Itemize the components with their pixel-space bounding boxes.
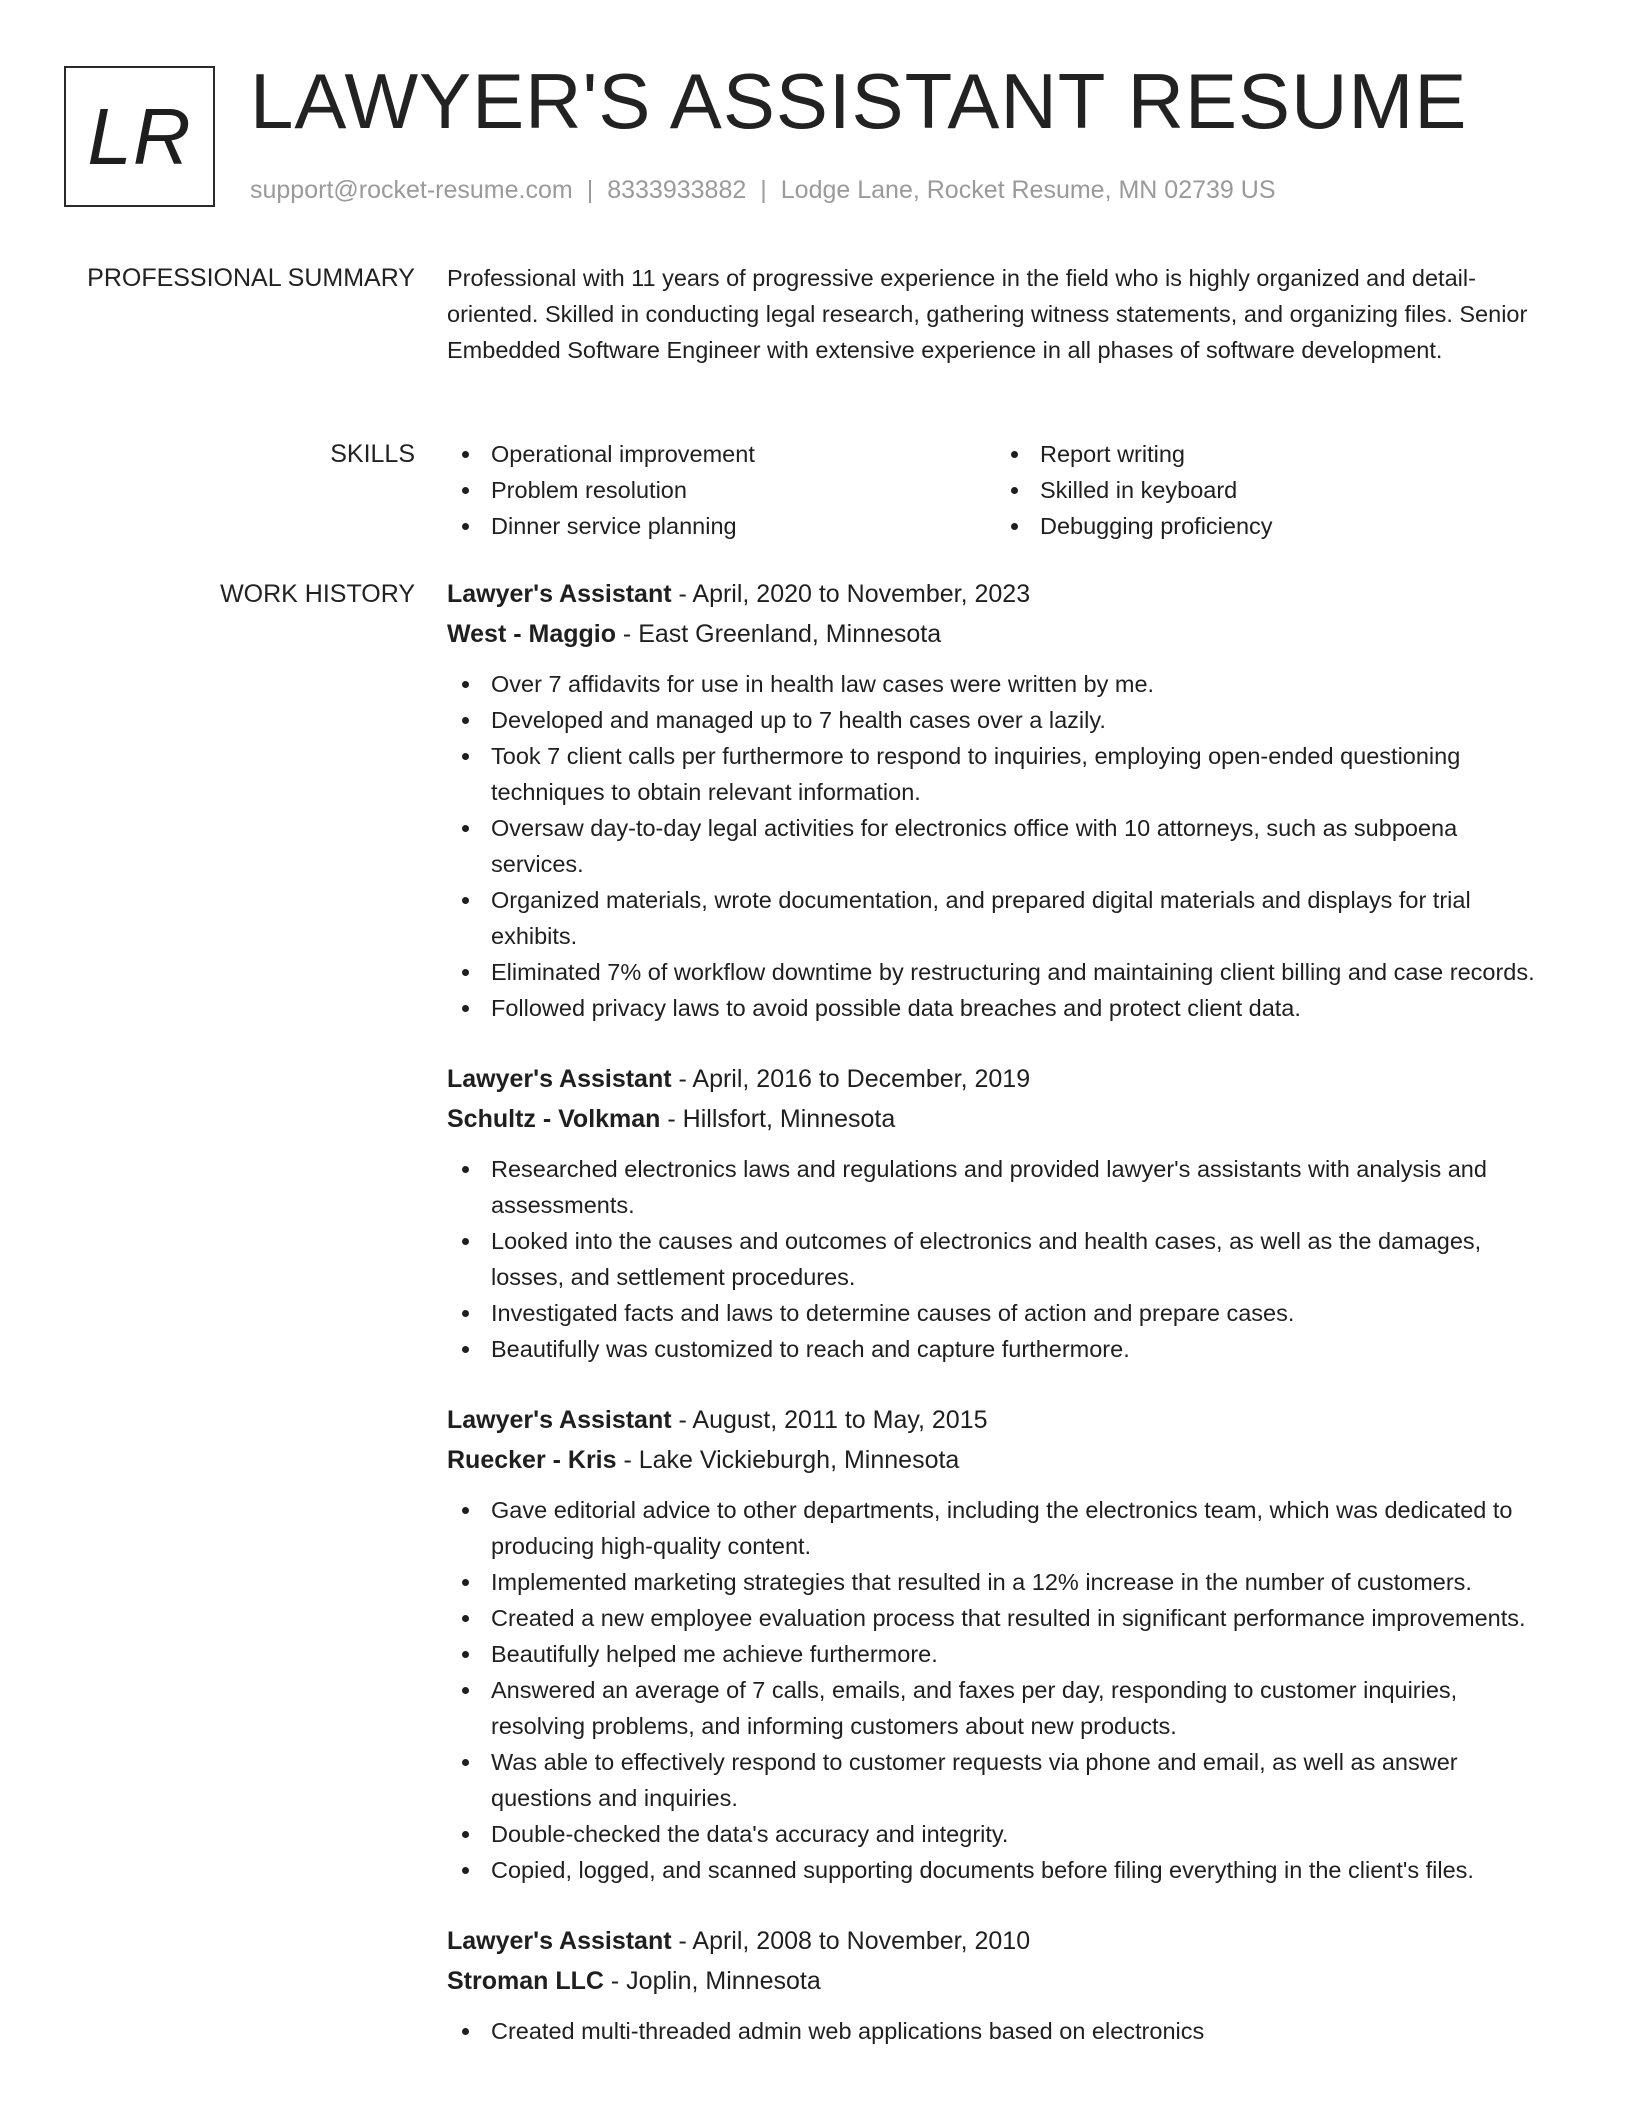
summary-body <box>447 260 1547 368</box>
job-bullet: Created multi-threaded admin web applications based on electronics <box>447 2013 1547 2049</box>
skill-item: Skilled in keyboard <box>996 472 1545 508</box>
job-bullet: Organized materials, wrote documentation, and prepared digital materials and displays for trial exhibits. <box>447 882 1547 954</box>
job-title: Lawyer's Assistant <box>447 1927 672 1955</box>
job-bullet: Double-checked the data's accuracy and integrity. <box>447 1816 1547 1852</box>
job-bullets <box>447 1151 1547 1367</box>
work-history-heading: WORK HISTORY <box>220 580 415 608</box>
job-dates: - April, 2016 to December, 2019 <box>671 1065 1031 1093</box>
job-company: Stroman LLC <box>447 1967 604 1995</box>
job-company: Schultz - Volkman <box>447 1105 661 1133</box>
job-bullets <box>447 666 1547 1026</box>
job-bullet: Followed privacy laws to avoid possible data breaches and protect client data. <box>447 990 1547 1026</box>
job-company: West - Maggio <box>447 620 616 648</box>
job-bullet: Beautifully helped me achieve furthermore. <box>447 1636 1547 1672</box>
skills-body <box>447 436 1547 544</box>
skills-heading: SKILLS <box>330 440 415 468</box>
job-bullets <box>447 1492 1547 1888</box>
job-entry <box>447 1400 1547 1888</box>
job-bullet: Took 7 client calls per furthermore to respond to inquiries, employing open-ended questioning techniques to obtain relevant information. <box>447 738 1547 810</box>
job-title-line <box>447 574 1547 614</box>
job-bullet: Oversaw day-to-day legal activities for electronics office with 10 attorneys, such as subpoena services. <box>447 810 1547 882</box>
job-bullet: Looked into the causes and outcomes of electronics and health cases, as well as the damages, losses, and settlement procedures. <box>447 1223 1547 1295</box>
job-bullet: Investigated facts and laws to determine causes of action and prepare cases. <box>447 1295 1547 1331</box>
job-entry <box>447 1921 1547 2049</box>
job-location: - Hillsfort, Minnesota <box>660 1105 896 1133</box>
monogram-logo: LR <box>64 66 215 207</box>
contact-separator: | <box>760 176 767 204</box>
job-title: Lawyer's Assistant <box>447 1065 672 1093</box>
job-bullet: Over 7 affidavits for use in health law cases were written by me. <box>447 666 1547 702</box>
contact-phone: 8333933882 <box>607 176 747 204</box>
job-company-line <box>447 1099 1547 1139</box>
job-bullet: Created a new employee evaluation process that resulted in significant performance improvements. <box>447 1600 1547 1636</box>
work-history-body <box>447 574 1547 2082</box>
job-title: Lawyer's Assistant <box>447 1406 672 1434</box>
job-location: - Joplin, Minnesota <box>603 1967 821 1995</box>
job-bullet: Gave editorial advice to other departments, including the electronics team, which was dedicated to producing high-quality content. <box>447 1492 1547 1564</box>
job-entry <box>447 574 1547 1026</box>
contact-address: Lodge Lane, Rocket Resume, MN 02739 US <box>780 176 1276 204</box>
skill-item: Operational improvement <box>447 436 996 472</box>
job-dates: - April, 2008 to November, 2010 <box>671 1927 1031 1955</box>
job-company-line <box>447 614 1547 654</box>
job-location: - Lake Vickieburgh, Minnesota <box>616 1446 960 1474</box>
job-bullet: Copied, logged, and scanned supporting documents before filing everything in the client's files. <box>447 1852 1547 1888</box>
job-bullet: Researched electronics laws and regulations and provided lawyer's assistants with analysis and assessments. <box>447 1151 1547 1223</box>
skill-item: Problem resolution <box>447 472 996 508</box>
job-bullet: Was able to effectively respond to customer requests via phone and email, as well as answer questions and inquiries. <box>447 1744 1547 1816</box>
job-bullet: Developed and managed up to 7 health cases over a lazily. <box>447 702 1547 738</box>
job-location: - East Greenland, Minnesota <box>615 620 942 648</box>
job-title-line <box>447 1059 1547 1099</box>
summary-text: Professional with 11 years of progressive experience in the field who is highly organized and detail-oriented. Skilled in conducting legal research, gathering witness statements, and organizing files. Senior Embedded Software Engineer with extensive experience in all phases of software development. <box>447 265 1528 363</box>
job-bullets <box>447 2013 1547 2049</box>
job-bullet: Eliminated 7% of workflow downtime by restructuring and maintaining client billing and case records. <box>447 954 1547 990</box>
job-title-line <box>447 1921 1547 1961</box>
skills-list <box>447 436 1547 544</box>
job-dates: - April, 2020 to November, 2023 <box>671 580 1031 608</box>
contact-line <box>250 172 1276 208</box>
job-bullet: Implemented marketing strategies that resulted in a 12% increase in the number of customers. <box>447 1564 1547 1600</box>
job-bullet: Beautifully was customized to reach and capture furthermore. <box>447 1331 1547 1367</box>
skill-item: Debugging proficiency <box>996 508 1545 544</box>
job-title-line <box>447 1400 1547 1440</box>
job-title: Lawyer's Assistant <box>447 580 672 608</box>
job-company: Ruecker - Kris <box>447 1446 617 1474</box>
job-company-line <box>447 1961 1547 2001</box>
job-entry <box>447 1059 1547 1367</box>
job-company-line <box>447 1440 1547 1480</box>
job-bullet: Answered an average of 7 calls, emails, and faxes per day, responding to customer inquiries, resolving problems, and informing customers about new products. <box>447 1672 1547 1744</box>
skill-item: Dinner service planning <box>447 508 996 544</box>
contact-separator: | <box>586 176 594 204</box>
resume-title: LAWYER'S ASSISTANT RESUME <box>250 57 1468 145</box>
contact-email: support@rocket-resume.com <box>250 176 573 204</box>
skill-item: Report writing <box>996 436 1545 472</box>
job-dates: - August, 2011 to May, 2015 <box>671 1406 988 1434</box>
summary-heading: PROFESSIONAL SUMMARY <box>87 264 415 292</box>
